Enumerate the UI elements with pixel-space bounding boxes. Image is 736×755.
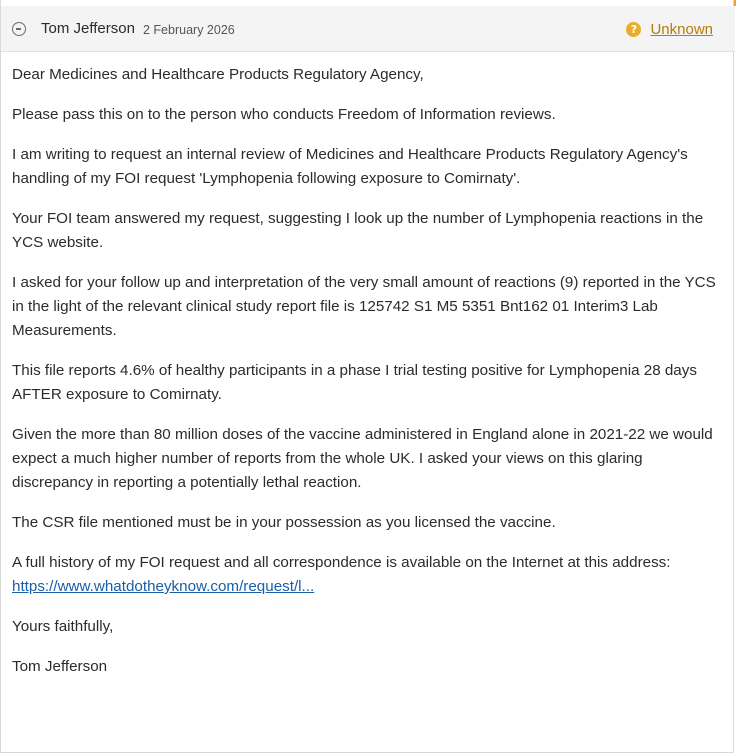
- paragraph-3: Your FOI team answered my request, suggesting I look up the number of Lymphopenia reactions in the YCS website.: [12, 210, 704, 251]
- closing: Yours faithfully,: [12, 618, 114, 635]
- signature: Tom Jefferson: [12, 658, 108, 675]
- paragraph-1: Please pass this on to the person who conducts Freedom of Information reviews.: [12, 106, 556, 123]
- paragraph-2: I am writing to request an internal review of Medicines and Healthcare Products Regulatory Agency's handling of my FOI request 'Lymphopenia following exposure to Comirnaty'.: [12, 146, 688, 187]
- greeting: Dear Medicines and Healthcare Products Regulatory Agency,: [12, 66, 424, 83]
- paragraph-4: I asked for your follow up and interpretation of the very small amount of reactions (9) reported in the YCS in the light of the relevant clinical study report file is 125742 S1 M5 5351 Bnt162 01 Interim3 Lab Measurements.: [12, 274, 716, 339]
- message-date: 2 February 2026: [143, 23, 235, 37]
- status-indicator: [626, 19, 713, 39]
- paragraph-8-text: A full history of my FOI request and all correspondence is available on the Internet at this address:: [12, 554, 671, 571]
- status-link[interactable]: Unknown: [650, 20, 713, 38]
- paragraph-8: [12, 551, 722, 599]
- message-body: [12, 63, 722, 695]
- minus-circle-icon[interactable]: [12, 22, 26, 36]
- question-circle-icon: ?: [626, 22, 641, 37]
- paragraph-6: Given the more than 80 million doses of the vaccine administered in England alone in 2021-22 we would expect a much higher number of reports from the whole UK. I asked your views on this glaring discrepancy in reporting a potentially lethal reaction.: [12, 426, 713, 491]
- author-name: Tom Jefferson: [41, 20, 135, 37]
- paragraph-7: The CSR file mentioned must be in your possession as you licensed the vaccine.: [12, 514, 556, 531]
- paragraph-5: This file reports 4.6% of healthy participants in a phase I trial testing positive for Lymphopenia 28 days AFTER exposure to Comirnaty.: [12, 362, 697, 403]
- request-history-link[interactable]: https://www.whatdotheyknow.com/request/l...: [12, 578, 315, 595]
- correspondence-header: [1, 6, 735, 52]
